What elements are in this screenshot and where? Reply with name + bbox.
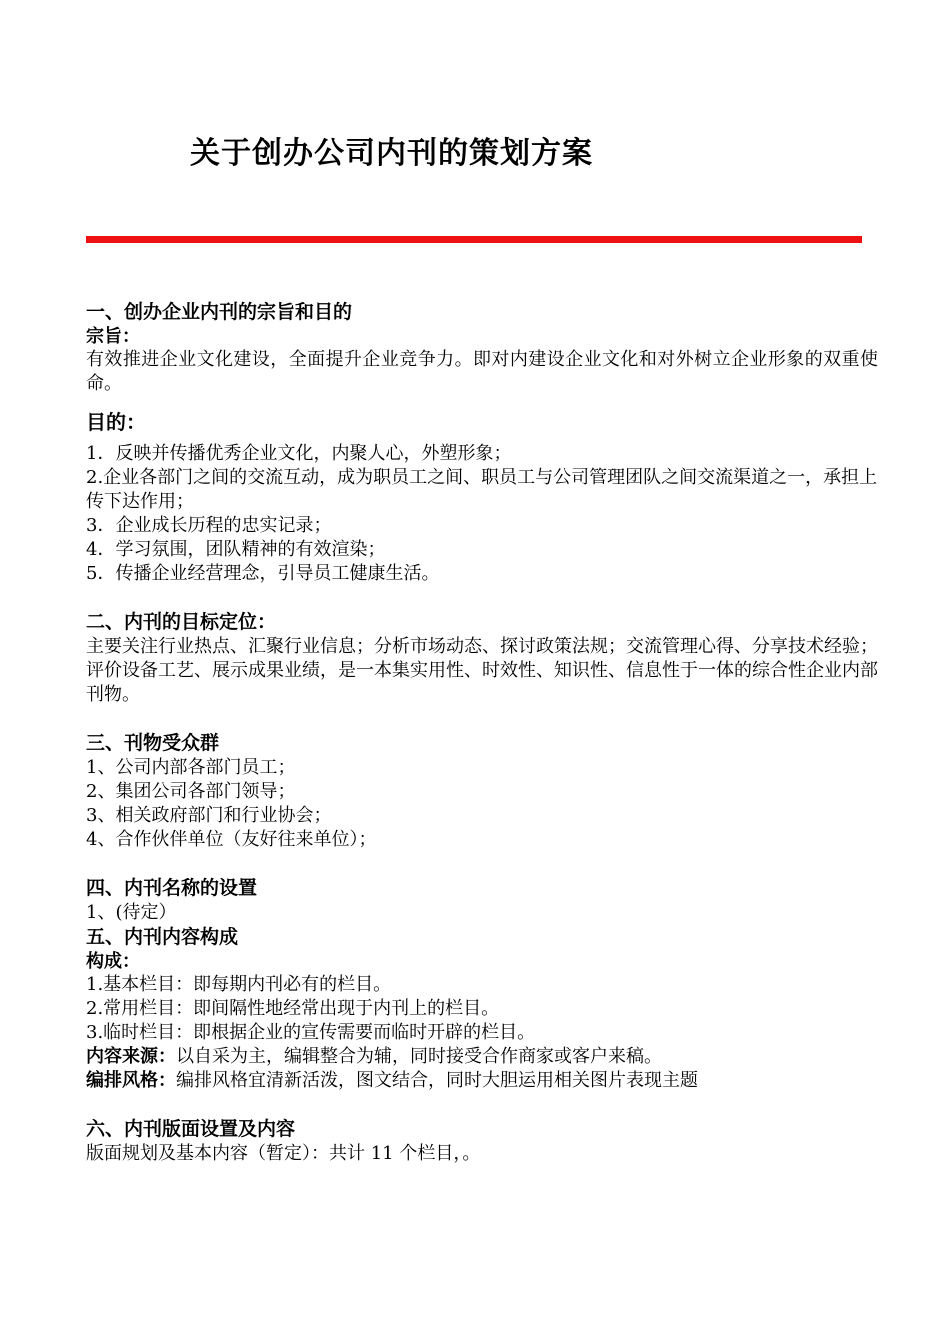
section-2-heading: 二、内刊的目标定位： <box>86 611 277 633</box>
source-text: 以自采为主，编辑整合为辅，同时接受合作商家或客户来稿。 <box>176 1046 662 1067</box>
purpose-label: 宗旨： <box>86 326 140 347</box>
section-1-heading: 一、创办企业内刊的宗旨和目的 <box>86 301 353 323</box>
compose-label: 构成： <box>86 951 140 972</box>
column-item: 1.基本栏目：即每期内刊必有的栏目。 <box>86 974 392 995</box>
section-6-heading: 六、内刊版面设置及内容 <box>86 1118 296 1140</box>
audience-item: 3、相关政府部门和行业协会； <box>86 805 332 826</box>
document-body <box>86 300 878 1166</box>
style-text: 编排风格宜清新活泼，图文结合，同时大胆运用相关图片表现主题 <box>176 1070 698 1091</box>
title-divider <box>86 236 862 243</box>
content-source-line <box>86 1045 878 1069</box>
goal-label: 目的： <box>86 410 146 434</box>
section-3-heading: 三、刊物受众群 <box>86 732 220 754</box>
layout-style-line <box>86 1069 878 1093</box>
source-label: 内容来源： <box>86 1046 176 1067</box>
audience-item: 4、合作伙伴单位（友好往来单位）； <box>86 829 377 850</box>
name-item: 1、(待定） <box>86 902 177 923</box>
section-5-heading: 五、内刊内容构成 <box>86 926 239 948</box>
positioning-text: 主要关注行业热点、汇聚行业信息；分析市场动态、探讨政策法规；交流管理心得、分享技术经验；评价设备工艺、展示成果业绩，是一本集实用性、时效性、知识性、信息性于一体的综合性企业内部刊物。 <box>86 636 878 705</box>
section-4-heading: 四、内刊名称的设置 <box>86 877 258 899</box>
goal-item: 5．传播企业经营理念，引导员工健康生活。 <box>86 563 440 584</box>
column-item: 2.常用栏目：即间隔性地经常出现于内刊上的栏目。 <box>86 998 500 1019</box>
document-title: 关于创办公司内刊的策划方案 <box>190 136 593 171</box>
purpose-text: 有效推进企业文化建设，全面提升企业竞争力。即对内建设企业文化和对外树立企业形象的双重使命。 <box>86 349 878 394</box>
goal-item: 1．反映并传播优秀企业文化，内聚人心，外塑形象； <box>86 443 512 464</box>
goal-item: 2.企业各部门之间的交流互动，成为职员工之间、职员工与公司管理团队之间交流渠道之一，承担上传下达作用； <box>86 467 878 512</box>
layout-plan-text: 版面规划及基本内容（暂定）：共计 11 个栏目，。 <box>86 1143 481 1164</box>
goal-item: 4．学习氛围，团队精神的有效渲染； <box>86 539 386 560</box>
audience-item: 1、公司内部各部门员工； <box>86 757 296 778</box>
goal-item: 3．企业成长历程的忠实记录； <box>86 515 332 536</box>
audience-item: 2、集团公司各部门领导； <box>86 781 296 802</box>
column-item: 3.临时栏目：即根据企业的宣传需要而临时开辟的栏目。 <box>86 1022 536 1043</box>
style-label: 编排风格： <box>86 1070 176 1091</box>
